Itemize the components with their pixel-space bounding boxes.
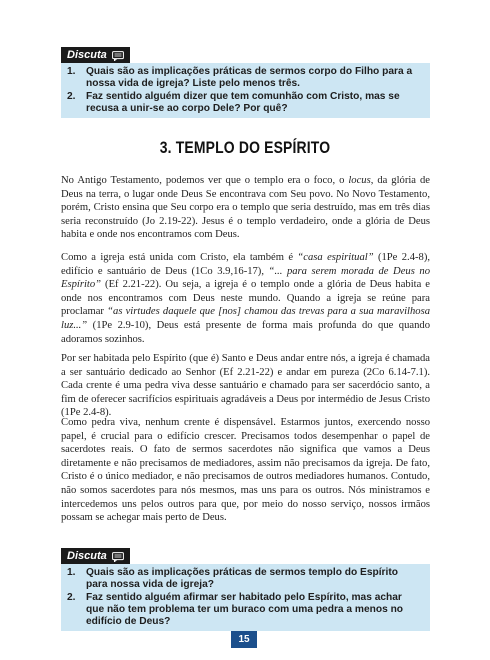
discussion-questions <box>61 564 430 631</box>
paragraph-text: (1Pe 2.9-10), Deus está presente de forma mais profunda do que quando adoramos sozinhos. <box>61 319 430 345</box>
paragraph-text: (1Pe 2.4-8), edifício e santuário de Deus (1Co 3.9,16-17), <box>61 252 430 277</box>
section-title: 3. TEMPLO DO ESPÍRITO <box>159 138 331 157</box>
question-item <box>67 66 422 91</box>
paragraph-italic: “as virtudes daquele que [nos] chamou das trevas para a sua maravilhosa luz...” <box>61 306 430 331</box>
chat-bubble-icon <box>112 50 124 60</box>
paragraph-text: No Antigo Testamento, podemos ver que o templo era o foco, o <box>61 175 349 186</box>
discussion-tag-label: Discuta <box>67 49 107 61</box>
paragraph-italic: “... para serem morada de Deus no Espírito” <box>61 265 430 291</box>
question-text: Faz sentido alguém afirmar ser habitado pelo Espírito, mas achar que não tem problema ter um buraco com uma pedra a menos no edifício de Deus? <box>86 591 404 628</box>
question-text: Faz sentido alguém dizer que tem comunhão com Cristo, mas se recusa a unir-se ao corpo Dele? Por quê? <box>86 90 400 114</box>
discussion-questions <box>61 63 430 118</box>
discussion-tag <box>61 47 130 63</box>
question-number: 1. <box>67 567 76 578</box>
paragraph-text: , da glória de Deus na terra, o lugar onde Deus Se encontrava com Seu povo. No Novo Testamento, porém, Cristo ensina que Seu corpo era o templo que seria destruído, mas em três dias seria reconstruído (Jo 2.19-22). Jesus é o templo verdadeiro, onde a glória de Deus habita e onde nos encontramos com Deus. <box>61 175 430 241</box>
question-item <box>67 592 422 629</box>
body-paragraph-4: Como pedra viva, nenhum crente é dispensável. Estarmos juntos, exercendo nosso papel, é crucial para o edifício crescer. Precisamos todos desempenhar o papel de sacerdotes reais. O fato de sermos sacerdotes não significa que vamos a Deus diretamente e não precisamos de mediadores, assim não precisamos da igreja. De fato, Cristo é o único mediador, e não precisamos de outros mediadores humanos. Contudo, não somos sacerdotes para nós mesmos, mas uns para os outros. Nós ministramos e intercedemos uns pelos outros para que, por meio do nosso serviço, nossos irmãos possam se achegar mais perto de Deus. <box>61 417 430 524</box>
paragraph-italic: “casa espiritual” <box>297 252 374 263</box>
discussion-box-top <box>61 45 430 118</box>
discussion-tag-label: Discuta <box>67 550 107 562</box>
discussion-tag <box>61 548 130 564</box>
paragraph-text: Como a igreja está unida com Cristo, ela também é <box>61 252 298 263</box>
question-item <box>67 567 422 592</box>
question-number: 2. <box>67 591 76 603</box>
paragraph-text: (Ef 2.21-22). Ou seja, a igreja é o templo onde a glória de Deus habita e onde nos encontramos com Deus neste mundo. Quando a igreja se reúne para proclamar <box>61 279 430 318</box>
chat-bubble-icon <box>112 551 124 561</box>
page-number: 15 <box>231 631 257 648</box>
body-paragraph-2 <box>61 251 430 346</box>
question-text: Quais são as implicações práticas de sermos corpo do Filho para a nossa vida de igreja? Liste pelo menos três. <box>86 66 413 90</box>
question-number: 1. <box>67 66 76 77</box>
body-paragraph-1 <box>61 174 430 242</box>
discussion-box-bottom <box>61 546 430 631</box>
question-item <box>67 91 422 116</box>
paragraph-italic: locus <box>348 175 371 186</box>
question-number: 2. <box>67 90 76 102</box>
question-text: Quais são as implicações práticas de sermos templo do Espírito para nossa vida de igreja? <box>86 567 398 591</box>
body-paragraph-3: Por ser habitada pelo Espírito (que é) Santo e Deus andar entre nós, a igreja é chamada a ser santuário dedicado ao Senhor (Ef 2.21-22) e andar em pureza (2Co 6.14-7.1). Cada crente é uma pedra viva desse santuário e chamado para ser sacerdócio santo, a fim de oferecer sacrifícios espirituais agradáveis a Deus por intermédio de Jesus Cristo (1Pe 2.4-8). <box>61 353 430 419</box>
